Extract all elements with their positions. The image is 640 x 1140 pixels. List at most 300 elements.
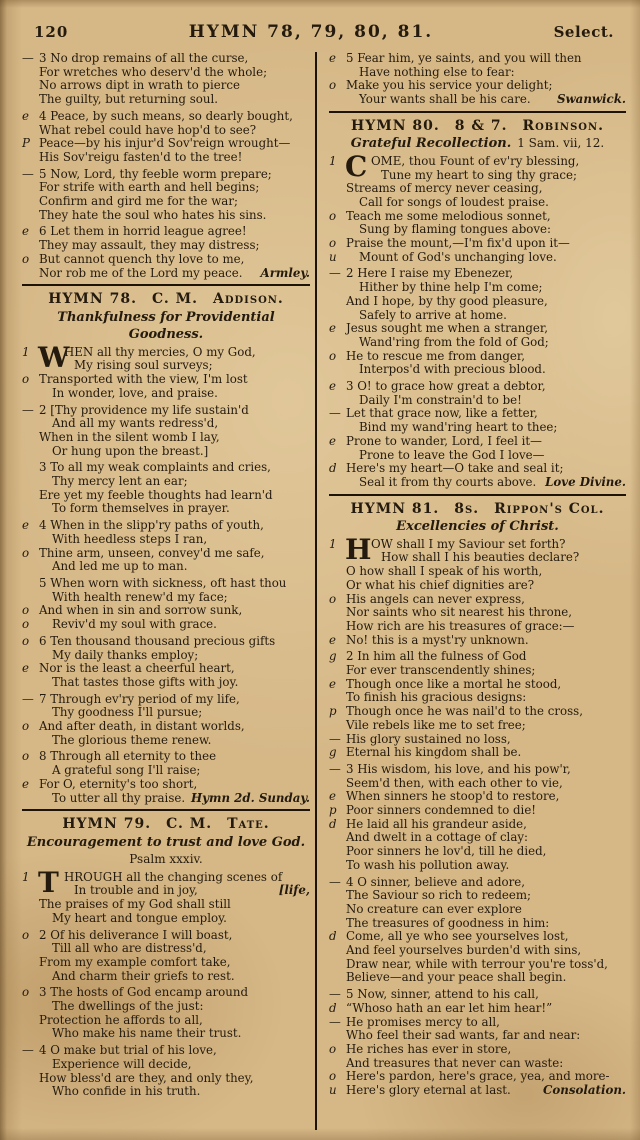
verse-text: 3 The hosts of God encamp around (39, 985, 249, 1000)
verse-text: That tastes those gifts with joy. (52, 674, 239, 689)
hymn-heading-line (22, 290, 310, 308)
expression-marker: — (329, 874, 341, 889)
stanza (22, 750, 310, 805)
expression-marker: e (22, 776, 29, 791)
expression-marker: o (22, 251, 30, 266)
verse-text: Nor saints who sit nearest his throne, (346, 605, 573, 620)
stanza (22, 519, 310, 574)
hymn-heading-line (329, 134, 626, 152)
verse-line (329, 944, 626, 958)
hymn-heading (22, 815, 310, 868)
verse-text: Make you his service your delight; (346, 78, 553, 93)
tune-name: Swanwick. (557, 92, 626, 107)
verse-line (329, 1029, 626, 1043)
verse-line (22, 1058, 310, 1072)
verse-text: Here's pardon, here's grace, yea, and more- (346, 1069, 610, 1084)
verse-line (22, 195, 310, 209)
verse-line (329, 223, 626, 237)
verse-text: Thy mercy lent an ear; (52, 474, 188, 489)
verse-text: Thy goodness I'll pursue; (52, 705, 203, 720)
verse-line (329, 336, 626, 350)
heading-text: Thankfulness for Providential Goodness. (57, 309, 275, 343)
verse-text: OW shall I my Saviour set forth? (371, 536, 566, 551)
expression-marker: e (329, 632, 336, 647)
expression-marker: — (22, 402, 34, 417)
verse-line (329, 322, 626, 336)
verse-text: 5 When worn with sickness, oft hast thou (39, 576, 287, 590)
expression-marker: 1 (329, 536, 337, 551)
expression-marker: e (22, 108, 29, 123)
hymn-heading-line (22, 850, 310, 868)
verse-line (329, 267, 626, 281)
heading-text: HYMN 79. C. M. Tate. (62, 816, 270, 833)
verse-line (329, 1043, 626, 1057)
verse-text: Reviv'd my soul with grace. (52, 617, 217, 632)
expression-marker: o (22, 633, 30, 648)
verse-line (329, 394, 626, 408)
expression-marker: o (329, 1069, 337, 1084)
verse-text: O how shall I speak of his worth, (346, 564, 543, 579)
verse-text: The dwellings of the just: (52, 999, 204, 1014)
verse-text: And after death, in distant worlds, (39, 719, 245, 734)
verse-text: In trouble and in joy, (74, 883, 198, 898)
expression-marker: — (22, 1043, 34, 1058)
verse-text: His Sov'reigu fasten'd to the tree! (39, 149, 243, 164)
verse-line (329, 1057, 626, 1071)
verse-line (329, 295, 626, 309)
verse-text: Bind my wand'ring heart to thee; (359, 420, 558, 435)
verse-line (22, 778, 310, 792)
verse-text: 3 No drop remains of all the curse, (39, 51, 249, 65)
verse-text: And feel yourselves burden'd with sins, (346, 943, 582, 958)
verse-text: He laid all his grandeur aside, (346, 816, 527, 831)
stanza (22, 461, 310, 516)
verse-text: From my example comfort take, (39, 954, 231, 969)
verse-line (22, 676, 310, 690)
verse-text: Wand'ring from the fold of God; (359, 334, 549, 349)
verse-line (22, 604, 310, 618)
verse-text: Here's my heart—O take and seal it; (346, 461, 564, 476)
verse-line (329, 818, 626, 832)
verse-text: Seem'd then, with each other to vie, (346, 775, 563, 790)
verse-line (329, 971, 626, 985)
verse-text: Praise the mount,—I'm fix'd upon it— (346, 236, 570, 251)
expression-marker: o (329, 236, 337, 251)
verse-line (22, 898, 310, 912)
verse-text: 5 Fear him, ye saints, and you will then (346, 51, 582, 65)
verse-text: No creature can ever explore (346, 901, 522, 916)
verse-line (329, 831, 626, 845)
verse-line (22, 79, 310, 93)
hymn-heading (329, 117, 626, 152)
expression-marker: e (329, 789, 336, 804)
verse-text: Hither by thine help I'm come; (359, 280, 543, 295)
verse-text: Nor rob me of the Lord my peace. (39, 265, 243, 280)
expression-marker: e (329, 379, 336, 394)
verse-line (22, 560, 310, 574)
verse-text: For O, eternity's too short, (39, 776, 198, 791)
verse-text: He riches has ever in store, (346, 1042, 512, 1056)
expression-marker: — (329, 406, 341, 421)
stanza (22, 168, 310, 223)
heading-text: HYMN 81. 8s. Rippon's Col. (350, 500, 605, 517)
verse-text: 5 Now, sinner, attend to his call, (346, 987, 539, 1002)
verse-line (22, 986, 310, 1000)
verse-text: Vile rebels like me to set free; (346, 717, 526, 732)
hymn-heading-line (329, 500, 626, 518)
verse-line (22, 151, 310, 165)
drop-cap: T (38, 865, 59, 899)
stanza (22, 577, 310, 632)
verse-text: Who confide in his truth. (52, 1084, 201, 1099)
stanza (22, 1044, 310, 1099)
verse-text: Teach me some melodious sonnet, (346, 208, 551, 223)
expression-marker: P (22, 136, 30, 151)
verse-line (329, 889, 626, 903)
verse-text: Or hung upon the breast.] (52, 443, 209, 458)
verse-line (22, 461, 310, 475)
expression-marker: d (329, 929, 337, 944)
expression-marker: o (22, 617, 30, 632)
expression-marker: o (22, 749, 30, 764)
expression-marker: g (329, 649, 337, 664)
expression-marker: — (329, 731, 341, 746)
verse-line (22, 267, 310, 281)
expression-marker: 1 (22, 869, 30, 884)
verse-line (22, 662, 310, 676)
verse-text: 3 O! to grace how great a debtor, (346, 379, 546, 394)
verse-line (22, 475, 310, 489)
verse-line (329, 421, 626, 435)
verse-text: Here's glory eternal at last. (346, 1083, 511, 1098)
verse-line (329, 196, 626, 210)
verse-line (22, 519, 310, 533)
expression-marker: o (329, 1042, 337, 1056)
verse-line (22, 649, 310, 663)
expression-marker: u (329, 249, 337, 264)
verse-text: No! this is a myst'ry unknown. (346, 632, 529, 647)
verse-line (329, 719, 626, 733)
verse-line (22, 970, 310, 984)
verse-line (22, 734, 310, 748)
verse-line (22, 956, 310, 970)
verse-text: Who feel their sad wants, far and near: (346, 1028, 581, 1043)
verse-line (329, 1070, 626, 1084)
stanza (22, 865, 310, 926)
verse-line (22, 253, 310, 267)
verse-text: He to rescue me from danger, (346, 348, 525, 363)
verse-text: Who make his name their trust. (52, 1026, 242, 1041)
verse-line (329, 380, 626, 394)
verse-line (22, 489, 310, 503)
verse-line (22, 417, 310, 431)
verse-line (22, 502, 310, 516)
verse-line (22, 693, 310, 707)
verse-text: Though once like a mortal he stood, (346, 676, 562, 691)
verse-text: For wretches who deserv'd the whole; (39, 64, 268, 79)
verse-line (22, 929, 310, 943)
verse-text: Experience will decide, (52, 1056, 192, 1071)
heading-text: HYMN 80. 8 & 7. Robinson. (350, 117, 605, 134)
verse-line (329, 1016, 626, 1030)
verse-text: The praises of my God shall still (39, 897, 231, 912)
verse-text: And led me up to man. (52, 559, 188, 574)
expression-marker: p (329, 803, 337, 818)
left-column (22, 52, 314, 1130)
verse-text: HROUGH all the changing scenes of (64, 869, 283, 884)
verse-line (329, 350, 626, 364)
stanza (329, 149, 626, 265)
verse-text: Tune my heart to sing thy grace; (381, 167, 577, 182)
verse-text: HEN all thy mercies, O my God, (64, 344, 256, 359)
verse-line (22, 577, 310, 591)
verse-text: And charm their griefs to rest. (52, 968, 235, 983)
verse-text: To form themselves in prayer. (52, 501, 230, 516)
heading-text: Excellencies of Christ. (396, 519, 559, 535)
verse-line (329, 678, 626, 692)
verse-line (329, 917, 626, 931)
verse-text: 2 [Thy providence my life sustain'd (39, 402, 249, 417)
verse-text: 4 O make but trial of his love, (39, 1043, 217, 1058)
verse-text: And all my wants redress'd, (52, 416, 219, 431)
verse-line (22, 387, 310, 401)
verse-text: Peace—by his injur'd Sov'reign wrought— (39, 136, 291, 151)
verse-line (329, 606, 626, 620)
expression-marker: e (22, 518, 29, 533)
verse-text: Draw near, while with terrour you're toss'd, (346, 956, 608, 971)
verse-text: Confirm and gird me for the war; (39, 194, 238, 209)
verse-line (329, 551, 626, 565)
verse-text: Thine arm, unseen, convey'd me safe, (39, 545, 265, 560)
verse-line (329, 777, 626, 791)
expression-marker: o (22, 927, 30, 942)
verse-line (22, 93, 310, 107)
expression-marker: e (22, 224, 29, 239)
stanza (329, 988, 626, 1098)
verse-line (22, 1000, 310, 1014)
stanza (329, 532, 626, 648)
verse-line (329, 620, 626, 634)
verse-text: His glory sustained no loss, (346, 731, 511, 746)
verse-line (329, 746, 626, 760)
drop-cap: C (345, 149, 368, 183)
verse-line (22, 110, 310, 124)
hymn-heading-line (329, 517, 626, 535)
verse-text: But cannot quench thy love to me, (39, 251, 245, 266)
verse-line (329, 634, 626, 648)
verse-line (329, 52, 626, 66)
expression-marker: o (329, 348, 337, 363)
column-divider-rule (315, 52, 317, 1130)
verse-line (329, 476, 626, 490)
verse-text: The guilty, but returning soul. (39, 92, 219, 107)
verse-text: Come, all ye who see yourselves lost, (346, 929, 569, 944)
verse-text: Or what his chief dignities are? (346, 577, 535, 592)
expression-marker: e (329, 321, 336, 336)
verse-text: 8 Through all eternity to thee (39, 749, 217, 764)
expression-marker: e (22, 661, 29, 676)
verse-text: And when in sin and sorrow sunk, (39, 603, 243, 618)
verse-line (329, 169, 626, 183)
verse-text: My rising soul surveys; (74, 358, 213, 373)
verse-text: Eternal his kingdom shall be. (346, 745, 522, 760)
page-number: 120 (34, 23, 69, 41)
verse-line (329, 93, 626, 107)
expression-marker: o (22, 719, 30, 734)
expression-marker: o (22, 372, 30, 387)
verse-text: 2 Here I raise my Ebenezer, (346, 266, 514, 281)
section-divider (329, 111, 626, 113)
verse-line (22, 168, 310, 182)
verse-line (22, 1044, 310, 1058)
verse-text: When sinners he stoop'd to restore, (346, 789, 560, 804)
stanza (22, 693, 310, 748)
verse-text: The Saviour so rich to redeem; (346, 888, 532, 903)
verse-text: 5 Now, Lord, thy feeble worm prepare; (39, 166, 272, 181)
expression-marker: d (329, 461, 337, 476)
stanza (329, 650, 626, 760)
stanza (329, 876, 626, 986)
verse-line (329, 449, 626, 463)
verse-text: 6 Ten thousand thousand precious gifts (39, 633, 276, 648)
verse-line (329, 664, 626, 678)
verse-text: 3 To all my weak complaints and cries, (39, 460, 271, 475)
verse-line (329, 903, 626, 917)
expression-marker: e (329, 433, 336, 448)
page-title: HYMN 78, 79, 80, 81. (188, 22, 434, 42)
verse-text: 4 Peace, by such means, so dearly bought, (39, 108, 293, 123)
stanza (22, 225, 310, 280)
verse-line (22, 792, 310, 806)
verse-line (329, 66, 626, 80)
verse-line (329, 407, 626, 421)
stanza (22, 404, 310, 459)
verse-text: The treasures of goodness in him: (346, 915, 550, 930)
tune-name: Hymn 2d. Sunday. (190, 790, 310, 805)
verse-line (329, 876, 626, 890)
verse-text: With health renew'd my face; (52, 589, 228, 604)
verse-text: My daily thanks employ; (52, 647, 199, 662)
verse-text: 6 Let them in horrid league agree! (39, 224, 247, 239)
verse-line (329, 579, 626, 593)
verse-text: A grateful song I'll raise; (52, 763, 201, 778)
expression-marker: 1 (22, 344, 30, 359)
verse-line (329, 462, 626, 476)
expression-marker: — (22, 166, 34, 181)
verse-text: OME, thou Fount of ev'ry blessing, (371, 153, 580, 168)
verse-line (22, 912, 310, 926)
verse-text: Prone to wander, Lord, I feel it— (346, 433, 542, 448)
right-column (320, 52, 628, 1130)
verse-line (329, 988, 626, 1002)
hymn-heading-line (22, 815, 310, 833)
expression-marker: o (329, 208, 337, 223)
expression-marker: u (329, 1083, 337, 1098)
verse-text: How bless'd are they, and only they, (39, 1070, 254, 1085)
expression-marker: o (22, 603, 30, 618)
heading-text: Grateful Recollection. (350, 136, 512, 152)
verse-text: Streams of mercy never ceasing, (346, 181, 543, 196)
page-header (22, 14, 628, 44)
verse-text: Believe—and your peace shall begin. (346, 970, 567, 985)
verse-line (329, 237, 626, 251)
section-divider (22, 284, 310, 286)
heading-text: Encouragement to trust and love God. (26, 834, 306, 850)
verse-line (22, 750, 310, 764)
hymn-heading-line (22, 833, 310, 851)
verse-text: To wash his pollution away. (346, 857, 510, 872)
hymn-heading-line (329, 117, 626, 135)
stanza (22, 110, 310, 165)
verse-line (22, 431, 310, 445)
verse-text: Mount of God's unchanging love. (359, 249, 557, 264)
verse-text: Transported with the view, I'm lost (39, 372, 248, 387)
verse-line (22, 1014, 310, 1028)
verse-line (329, 79, 626, 93)
verse-text: He promises mercy to all, (346, 1014, 500, 1029)
verse-text: Daily I'm constrain'd to be! (359, 392, 522, 407)
verse-line (329, 281, 626, 295)
hymn-heading (329, 500, 626, 535)
verse-text: No arrows dipt in wrath to pierce (39, 78, 240, 93)
stanza (329, 763, 626, 873)
expression-marker: o (22, 985, 30, 1000)
verse-text: Though once he was nail'd to the cross, (346, 704, 583, 719)
verse-text: Your wants shall be his care. (359, 92, 531, 107)
column-layout (22, 52, 628, 1130)
verse-text: Safely to arrive at home. (359, 307, 507, 322)
verse-line (22, 533, 310, 547)
expression-marker: e (329, 51, 336, 65)
verse-text: And treasures that never can waste: (346, 1055, 564, 1070)
verse-line (329, 763, 626, 777)
verse-line (22, 181, 310, 195)
expression-marker: o (329, 591, 337, 606)
verse-text: Jesus sought me when a stranger, (346, 321, 548, 336)
verse-line (329, 210, 626, 224)
verse-text: How shall I his beauties declare? (381, 550, 580, 565)
stanza (329, 267, 626, 377)
verse-line (329, 705, 626, 719)
verse-line (22, 209, 310, 223)
verse-text: 3 His wisdom, his love, and his pow'r, (346, 761, 571, 776)
verse-line (22, 1072, 310, 1086)
expression-marker: — (22, 51, 34, 65)
tune-name: Armley. (260, 265, 310, 280)
verse-text: 7 Through ev'ry period of my life, (39, 691, 240, 706)
verse-text: Let that grace now, like a fetter, (346, 406, 538, 421)
verse-text: Poor sinners condemned to die! (346, 803, 537, 818)
stanza (22, 340, 310, 401)
verse-text: Poor sinners he lov'd, till he died, (346, 844, 547, 859)
heading-text: 1 Sam. vii, 12. (511, 136, 605, 151)
verse-line (329, 650, 626, 664)
verse-text: My heart and tongue employ. (52, 910, 227, 925)
expression-marker: g (329, 745, 337, 760)
verse-line (22, 124, 310, 138)
verse-line (329, 363, 626, 377)
verse-text: Call for songs of loudest praise. (359, 194, 549, 209)
verse-text: “Whoso hath an ear let him hear!” (346, 1000, 553, 1015)
verse-line (22, 635, 310, 649)
verse-line (22, 225, 310, 239)
verse-line (22, 404, 310, 418)
expression-marker: o (22, 545, 30, 560)
verse-text: The glorious theme renew. (52, 732, 212, 747)
verse-line (22, 239, 310, 253)
drop-cap: W (38, 340, 70, 374)
verse-text: Nor is the least a cheerful heart, (39, 661, 235, 676)
